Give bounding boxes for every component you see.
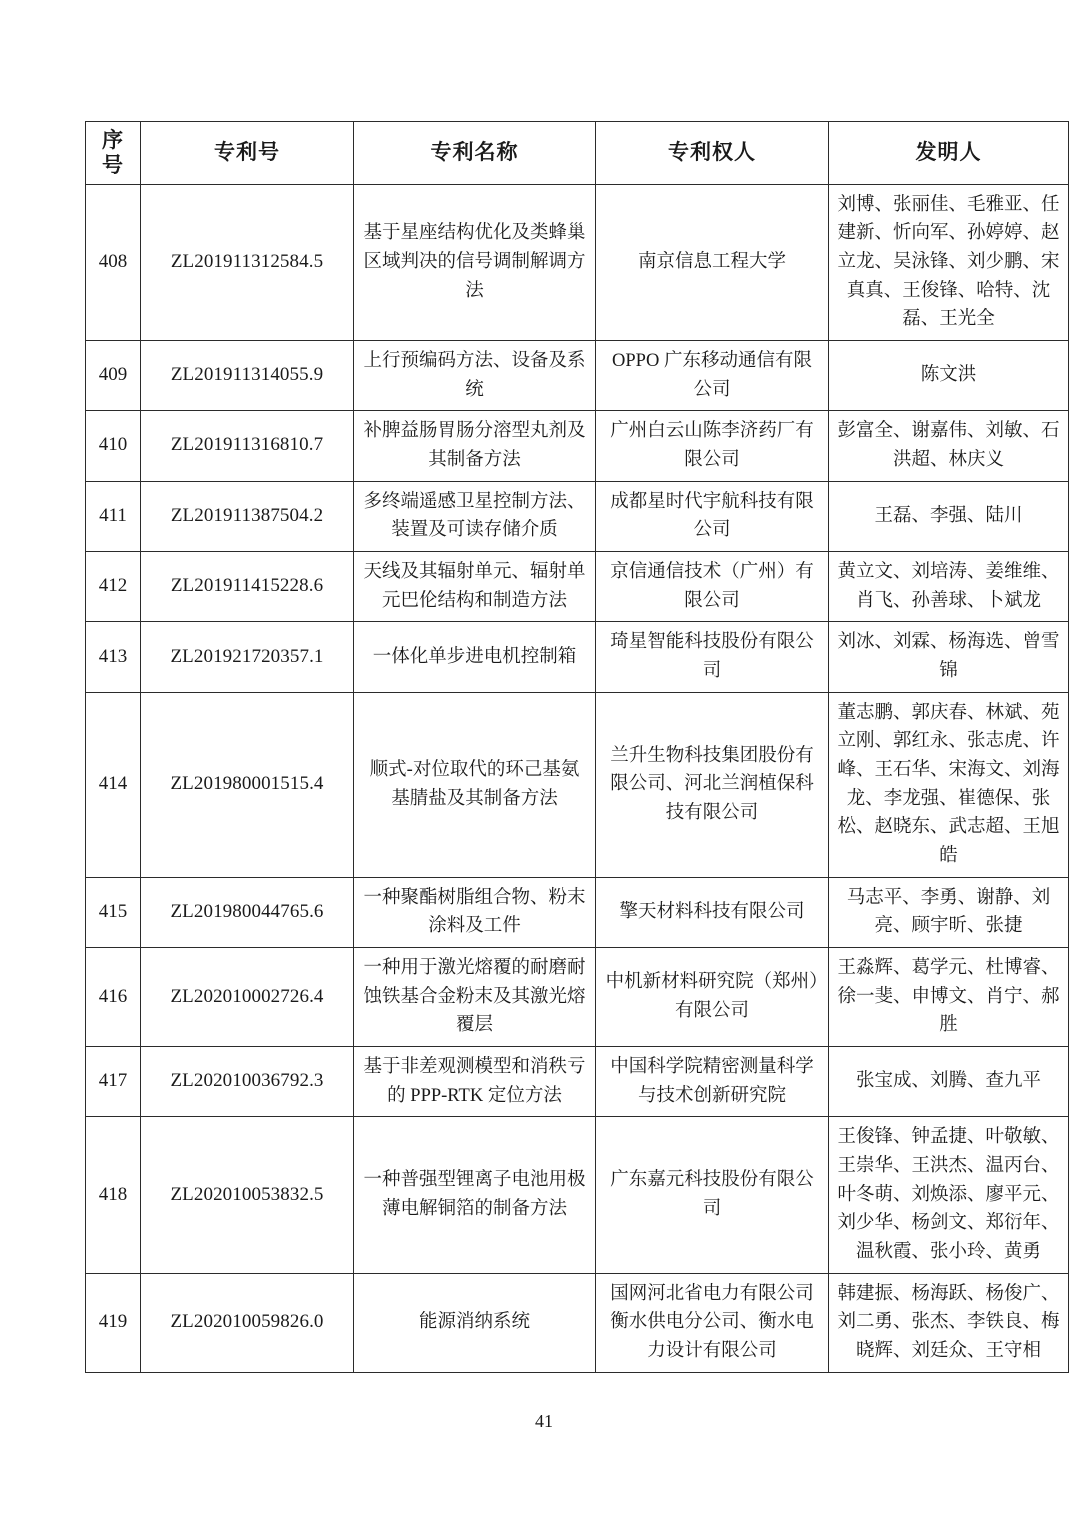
cell-sequence: 411 — [86, 481, 141, 551]
cell-patent-owner: 国网河北省电力有限公司衡水供电分公司、衡水电力设计有限公司 — [596, 1273, 829, 1372]
cell-inventor: 马志平、李勇、谢静、刘亮、顾宇昕、张捷 — [829, 877, 1069, 947]
cell-inventor: 王磊、李强、陆川 — [829, 481, 1069, 551]
table-row — [86, 947, 1069, 1046]
cell-patent-owner: 中国科学院精密测量科学与技术创新研究院 — [596, 1047, 829, 1117]
table-row — [86, 692, 1069, 877]
table-row — [86, 481, 1069, 551]
cell-sequence: 417 — [86, 1047, 141, 1117]
column-header-patent-owner: 专利权人 — [596, 122, 829, 185]
cell-patent-number: ZL202010059826.0 — [141, 1273, 354, 1372]
cell-sequence: 413 — [86, 622, 141, 692]
cell-patent-title: 一种普强型锂离子电池用极薄电解铜箔的制备方法 — [354, 1117, 596, 1273]
cell-patent-owner: 广州白云山陈李济药厂有限公司 — [596, 411, 829, 481]
column-header-inventor: 发明人 — [829, 122, 1069, 185]
cell-inventor: 韩建振、杨海跃、杨俊广、刘二勇、张杰、李铁良、梅晓辉、刘廷众、王守相 — [829, 1273, 1069, 1372]
table-row — [86, 1047, 1069, 1117]
cell-patent-title: 顺式-对位取代的环己基氨基腈盐及其制备方法 — [354, 692, 596, 877]
column-header-patent-number: 专利号 — [141, 122, 354, 185]
cell-inventor: 王俊锋、钟孟捷、叶敬敏、王崇华、王洪杰、温丙台、叶冬萌、刘焕添、廖平元、刘少华、杨剑文、郑衍年、温秋霞、张小玲、黄勇 — [829, 1117, 1069, 1273]
cell-patent-title: 多终端遥感卫星控制方法、装置及可读存储介质 — [354, 481, 596, 551]
cell-sequence: 412 — [86, 551, 141, 621]
cell-patent-owner: 南京信息工程大学 — [596, 184, 829, 340]
cell-inventor: 黄立文、刘培涛、姜维维、肖飞、孙善球、卜斌龙 — [829, 551, 1069, 621]
cell-inventor: 张宝成、刘腾、查九平 — [829, 1047, 1069, 1117]
cell-inventor: 董志鹏、郭庆春、林斌、苑立刚、郭红永、张志虎、许峰、王石华、宋海文、刘海龙、李龙强、崔德保、张松、赵晓东、武志超、王旭皓 — [829, 692, 1069, 877]
cell-patent-title: 天线及其辐射单元、辐射单元巴伦结构和制造方法 — [354, 551, 596, 621]
cell-patent-number: ZL201980044765.6 — [141, 877, 354, 947]
cell-inventor: 陈文洪 — [829, 340, 1069, 410]
table-row — [86, 551, 1069, 621]
column-header-sequence — [86, 122, 141, 185]
cell-patent-title: 基于星座结构优化及类蜂巢区域判决的信号调制解调方法 — [354, 184, 596, 340]
cell-patent-title: 基于非差观测模型和消秩亏的 PPP-RTK 定位方法 — [354, 1047, 596, 1117]
cell-sequence: 410 — [86, 411, 141, 481]
cell-patent-number: ZL201921720357.1 — [141, 622, 354, 692]
cell-patent-title: 补脾益肠胃肠分溶型丸剂及其制备方法 — [354, 411, 596, 481]
cell-patent-number: ZL201911314055.9 — [141, 340, 354, 410]
cell-inventor: 刘冰、刘霖、杨海选、曾雪锦 — [829, 622, 1069, 692]
table-body — [86, 184, 1069, 1372]
table-row — [86, 877, 1069, 947]
cell-sequence: 418 — [86, 1117, 141, 1273]
cell-patent-owner: 中机新材料研究院（郑州）有限公司 — [596, 947, 829, 1046]
table-row — [86, 340, 1069, 410]
cell-inventor: 刘博、张丽佳、毛雅亚、任建新、忻向军、孙婷婷、赵立龙、吴泳锋、刘少鹏、宋真真、王俊锋、哈特、沈磊、王光全 — [829, 184, 1069, 340]
cell-patent-title: 一体化单步进电机控制箱 — [354, 622, 596, 692]
cell-patent-owner: OPPO 广东移动通信有限公司 — [596, 340, 829, 410]
table-row — [86, 411, 1069, 481]
cell-sequence: 409 — [86, 340, 141, 410]
table-row — [86, 622, 1069, 692]
table-header — [86, 122, 1069, 185]
cell-sequence: 419 — [86, 1273, 141, 1372]
cell-patent-number: ZL202010036792.3 — [141, 1047, 354, 1117]
cell-patent-owner: 成都星时代宇航科技有限公司 — [596, 481, 829, 551]
cell-sequence: 415 — [86, 877, 141, 947]
cell-patent-number: ZL201980001515.4 — [141, 692, 354, 877]
cell-patent-number: ZL201911387504.2 — [141, 481, 354, 551]
cell-patent-title: 一种用于激光熔覆的耐磨耐蚀铁基合金粉末及其激光熔覆层 — [354, 947, 596, 1046]
cell-patent-owner: 兰升生物科技集团股份有限公司、河北兰润植保科技有限公司 — [596, 692, 829, 877]
cell-patent-owner: 擎天材料科技有限公司 — [596, 877, 829, 947]
cell-patent-title: 上行预编码方法、设备及系统 — [354, 340, 596, 410]
table-row — [86, 1273, 1069, 1372]
cell-patent-number: ZL201911316810.7 — [141, 411, 354, 481]
cell-patent-owner: 京信通信技术（广州）有限公司 — [596, 551, 829, 621]
column-header-sequence-line2: 号 — [102, 152, 124, 177]
cell-patent-title: 一种聚酯树脂组合物、粉末涂料及工件 — [354, 877, 596, 947]
cell-sequence: 408 — [86, 184, 141, 340]
cell-inventor: 彭富全、谢嘉伟、刘敏、石洪超、林庆义 — [829, 411, 1069, 481]
cell-sequence: 414 — [86, 692, 141, 877]
page-number: 41 — [535, 1411, 553, 1431]
cell-inventor: 王淼辉、葛学元、杜博睿、徐一斐、申博文、肖宁、郝胜 — [829, 947, 1069, 1046]
table-row — [86, 184, 1069, 340]
column-header-patent-title: 专利名称 — [354, 122, 596, 185]
cell-patent-title: 能源消纳系统 — [354, 1273, 596, 1372]
patent-table — [85, 121, 1069, 1373]
cell-patent-number: ZL201911415228.6 — [141, 551, 354, 621]
table-header-row — [86, 122, 1069, 185]
cell-patent-number: ZL202010053832.5 — [141, 1117, 354, 1273]
cell-sequence: 416 — [86, 947, 141, 1046]
cell-patent-owner: 琦星智能科技股份有限公司 — [596, 622, 829, 692]
cell-patent-number: ZL202010002726.4 — [141, 947, 354, 1046]
column-header-sequence-line1: 序 — [102, 128, 124, 152]
cell-patent-owner: 广东嘉元科技股份有限公司 — [596, 1117, 829, 1273]
table-row — [86, 1117, 1069, 1273]
cell-patent-number: ZL201911312584.5 — [141, 184, 354, 340]
